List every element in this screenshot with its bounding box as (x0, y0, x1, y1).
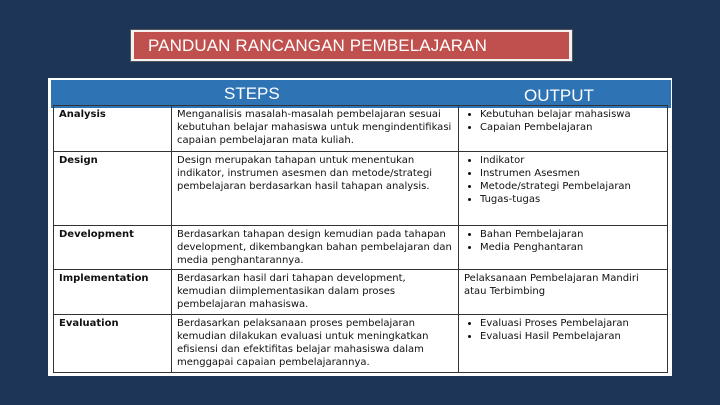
output-item: • Capaian Pembelajaran (480, 121, 662, 134)
output-item: • Tugas-tugas (480, 193, 662, 206)
page-title: PANDUAN RANCANGAN PEMBELAJARAN (134, 32, 569, 59)
phase-cell: Evaluation (54, 315, 172, 373)
table-row (54, 106, 668, 152)
table-row (54, 270, 668, 315)
steps-cell: Berdasarkan pelaksanaan proses pembelajaran kemudian dilakukan evaluasi untuk meningkatkan efisiensi dan efektifitas belajar mahasiswa dalam menggapai capaian pembelajarannya. (172, 315, 459, 373)
output-item: • Evaluasi Hasil Pembelajaran (480, 330, 662, 343)
table-row (54, 315, 668, 373)
output-item: • Instrumen Asesmen (480, 167, 662, 180)
phase-cell: Implementation (54, 270, 172, 315)
steps-cell: Design merupakan tahapan untuk menentukan indikator, instrumen asesmen dan metode/strategi pembelajaran berdasarkan hasil tahapan analysis. (172, 152, 459, 226)
steps-cell: Berdasarkan tahapan design kemudian pada tahapan development, dikembangkan bahan pembelajaran dan media penghantarannya. (172, 226, 459, 270)
phase-cell: Design (54, 152, 172, 226)
output-item: • Evaluasi Proses Pembelajaran (480, 317, 662, 330)
steps-cell: Menganalisis masalah-masalah pembelajaran sesuai kebutuhan belajar mahasiswa untuk mengindentifikasi capaian pembelajaran mata kuliah. (172, 106, 459, 152)
output-item: • Media Penghantaran (480, 241, 662, 254)
output-cell (459, 315, 668, 373)
output-item: • Bahan Pembelajaran (480, 228, 662, 241)
title-box (130, 29, 573, 62)
header-steps: STEPS (224, 84, 280, 103)
phase-cell: Development (54, 226, 172, 270)
output-cell (459, 106, 668, 152)
output-item: • Indikator (480, 154, 662, 167)
table-row (54, 152, 668, 226)
header-output: OUTPUT (524, 86, 594, 105)
table-header (51, 80, 671, 108)
output-item: • Metode/strategi Pembelajaran (480, 180, 662, 193)
output-item: • Kebutuhan belajar mahasiswa (480, 108, 662, 121)
table-row (54, 226, 668, 270)
output-cell (459, 226, 668, 270)
phase-cell: Analysis (54, 106, 172, 152)
output-cell: Pelaksanaan Pembelajaran Mandiri atau Terbimbing (459, 270, 668, 315)
output-cell (459, 152, 668, 226)
design-table (53, 105, 668, 373)
steps-cell: Berdasarkan hasil dari tahapan development, kemudian diimplementasikan dalam proses pembelajaran mahasiswa. (172, 270, 459, 315)
